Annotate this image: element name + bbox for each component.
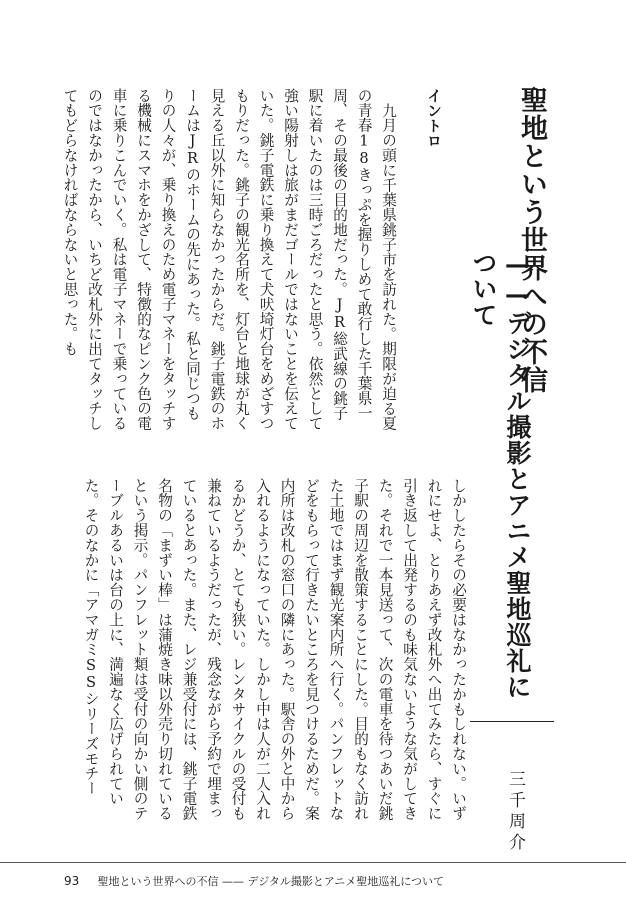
section-heading: イントロ [425, 88, 443, 148]
body-text-upper [57, 88, 400, 433]
page-number: 93 [64, 874, 80, 888]
article-title: 聖地という世界への不信 [516, 86, 547, 394]
running-title: 聖地という世界への不信 —— デジタル撮影とアニメ聖地巡礼について [97, 875, 445, 888]
paragraph-continuation: しかしたらその必要はなかったかもしれない。いずれにせよ、とりあえず改札外へ出てみたら、すぐに引き返して出発するのも味気ないような気がしてきた。それで一本見送って、次の電車を待つあいだ銚子駅の周辺を散策することにした。目的もなく訪れた土地ではまず観光案内所へ行く。パンフレットなどをもらって行きたいところを見つけるためだ。案内所は改札の窓口の隣にあった。駅舎の外と中から入れるようになっていた。しかし中は人が二人入れるかどうか、とても狭い。レンタサイクルの受付も兼ねているようだったが、残念ながら予約で埋まっているとあった。また、レジ兼受付には、銚子電鉄名物の「まずい棒」は蒲焼き味以外売り切れているという掲示。パンフレット類は受付の向かい側のテーブルあるいは台の上に、満遍なく広げられていた。そのなかに「アマガミSSシリーズモチー [82, 478, 467, 821]
page-footer [64, 872, 444, 890]
footer-divider [0, 862, 626, 863]
body-text-lower [78, 478, 470, 823]
author-name: 三千周介 [505, 770, 525, 854]
paragraph: 九月の頭に千葉県銚子市を訪れた。期限が迫る夏の青春18きっぷを握りしめて敢行した千葉県一周、その最後の目的地だった。JR総武線の銚子駅に着いたのは三時ごろだったと思う。依然として強い陽射しは旅がまだゴールではないことを伝えていた。銚子電鉄に乗り換えて犬吠埼灯台をめざすつもりだった。銚子の観光名所を、灯台と地球が丸く見える丘以外に知らなかったからだ。銚子電鉄のホームはJRのホームの先にあった。私と同じつもりの人々が、乗り換えのため電子マネーをタッチする機械にスマホをかざして、特徴的なピンク色の電車に乗りこんでいく。私は電子マネーで乗っているのではなかったから、いちど改札外に出てタッチしてもどらなければならないと思った。も [61, 88, 397, 431]
author-divider [470, 721, 554, 722]
article-subtitle: ——デジタル撮影とアニメ聖地巡礼について [469, 250, 532, 700]
